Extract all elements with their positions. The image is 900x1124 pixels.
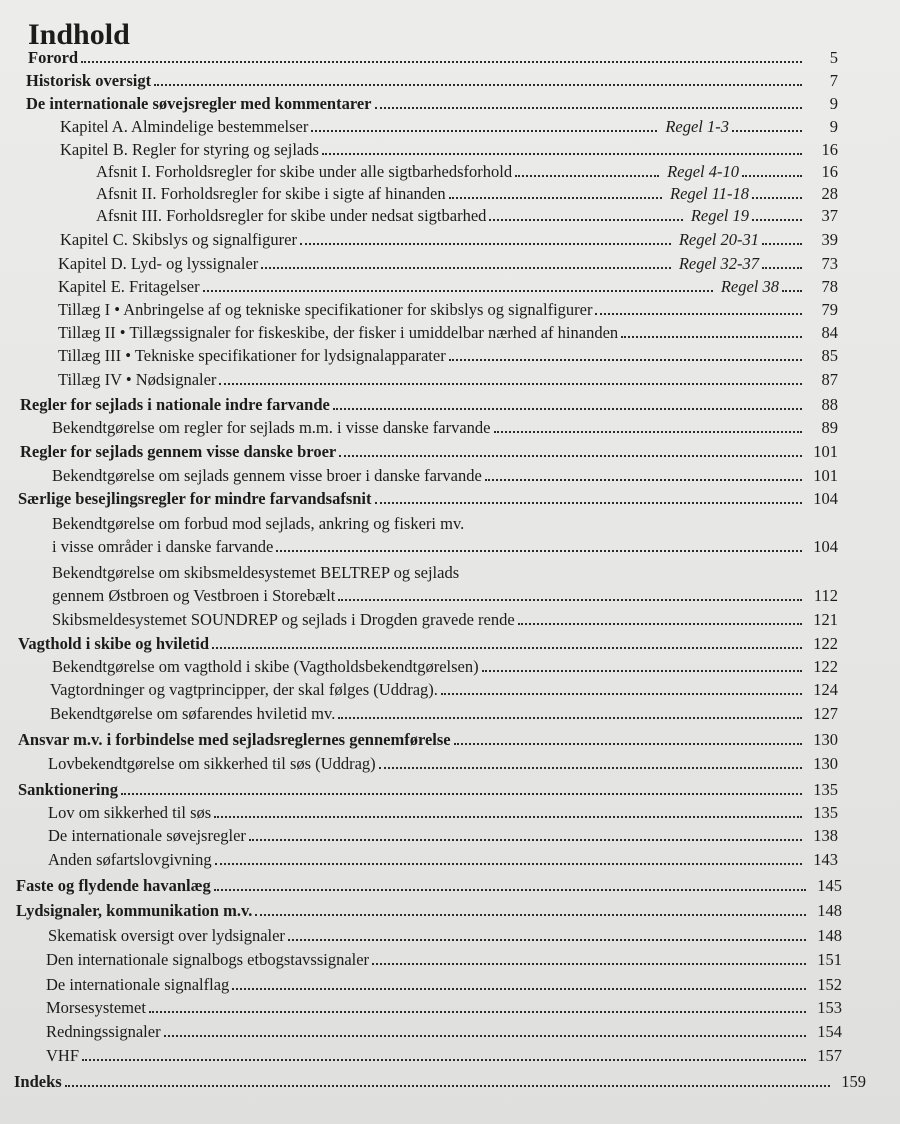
toc-entry-label: Afsnit II. Forholdsregler for skibe i sigte af hinanden (96, 184, 446, 203)
toc-page-number: 154 (817, 1022, 842, 1041)
toc-entry-label: Afsnit III. Forholdsregler for skibe under nedsat sigtbarhed (96, 206, 487, 225)
dot-leader (232, 988, 806, 990)
toc-entry-label: Vagtordninger og vagtprincipper, der skal følges (Uddrag). (50, 680, 438, 699)
toc-page-number: 130 (813, 730, 838, 749)
toc-page-number: 16 (821, 140, 838, 159)
toc-entry-label: De internationale søvejsregler med kommentarer (26, 94, 372, 113)
toc-entry-label: Kapitel A. Almindelige bestemmelser (60, 117, 309, 136)
toc-section-entry (20, 442, 838, 462)
toc-section-entry (28, 48, 838, 68)
toc-entry-label: Tillæg I • Anbringelse af og tekniske specifikationer for skibslys og signalfigurer (58, 300, 593, 319)
dot-leader (149, 1011, 806, 1013)
dot-leader (742, 175, 802, 177)
toc-entry-label: Tillæg III • Tekniske specifikationer for lydsignalapparater (58, 346, 446, 365)
toc-entry-rule: Regel 32-37 (678, 254, 759, 273)
toc-entry-label: Redningssignaler (46, 1022, 161, 1041)
toc-page-number: 159 (841, 1072, 866, 1091)
toc-entry-label: Bekendtgørelse om regler for sejlads m.m. i visse danske farvande (52, 418, 491, 437)
dot-leader (762, 243, 802, 245)
dot-leader (203, 290, 713, 292)
dot-leader (372, 963, 806, 965)
toc-entry-label: gennem Østbroen og Vestbroen i Storebælt (52, 586, 336, 605)
dot-leader (339, 455, 802, 457)
toc-entry-label: Bekendtgørelse om forbud mod sejlads, ankring og fiskeri mv. (52, 514, 465, 533)
toc-section-entry (26, 71, 838, 91)
dot-leader (449, 197, 662, 199)
dot-leader (65, 1085, 830, 1087)
toc-entry-rule: Regel 1-3 (665, 117, 729, 136)
toc-entry-label: Regler for sejlads i nationale indre farvande (20, 395, 330, 414)
toc-page-number: 85 (821, 346, 838, 365)
dot-leader (276, 550, 802, 552)
toc-page-number: 39 (821, 230, 838, 249)
toc-entry-label: Kapitel C. Skibslys og signalfigurer (60, 230, 297, 249)
toc-entry (52, 657, 838, 677)
toc-page-number: 130 (813, 754, 838, 773)
toc-section-entry (18, 634, 838, 654)
toc-page-number: 127 (813, 704, 838, 723)
toc-entry-label: Regler for sejlads gennem visse danske broer (20, 442, 337, 461)
toc-entry (46, 975, 842, 995)
toc-entry-label: Tillæg IV • Nødsignaler (58, 370, 217, 389)
toc-page-number: 135 (813, 803, 838, 822)
dot-leader (752, 197, 802, 199)
toc-entry-label: Bekendtgørelse om skibsmeldesystemet BELTREP og sejlads (52, 563, 460, 582)
toc-page-number: 148 (817, 926, 842, 945)
toc-entry-rule: Regel 11-18 (670, 184, 749, 203)
toc-page-number: 87 (821, 370, 838, 389)
toc-page-number: 104 (813, 489, 838, 508)
toc-page-number: 73 (821, 254, 838, 273)
dot-leader (449, 359, 802, 361)
toc-entry-label: Forord (28, 48, 79, 67)
toc-page-number: 152 (817, 975, 842, 994)
toc-entry-label: Sanktionering (18, 780, 118, 799)
dot-leader (81, 61, 802, 63)
dot-leader (338, 717, 802, 719)
toc-page-number: 16 (821, 162, 838, 181)
dot-leader (219, 383, 802, 385)
toc-entry (60, 117, 838, 137)
toc-page-number: 28 (821, 184, 838, 203)
toc-entry-label: Anden søfartslovgivning (48, 850, 212, 869)
toc-entry (46, 1046, 842, 1066)
toc-entry (48, 926, 842, 946)
toc-page-number: 121 (813, 610, 838, 629)
toc-entry (46, 998, 842, 1018)
toc-entry-label: Bekendtgørelse om sejlads gennem visse broer i danske farvande (52, 466, 482, 485)
toc-entry (60, 140, 838, 160)
toc-section-entry (14, 1072, 866, 1092)
toc-entry-label: Særlige besejlingsregler for mindre farvandsafsnit (18, 489, 372, 508)
dot-leader (215, 863, 802, 865)
toc-entry (58, 277, 838, 297)
toc-entry (52, 610, 838, 630)
dot-leader (762, 267, 802, 269)
dot-leader (621, 336, 802, 338)
dot-leader (379, 767, 802, 769)
toc-entry-label: Bekendtgørelse om vagthold i skibe (Vagtholdsbekendtgørelsen) (52, 657, 479, 676)
toc-entry (96, 206, 838, 226)
dot-leader (518, 623, 802, 625)
dot-leader (441, 693, 802, 695)
toc-page-number: 89 (821, 418, 838, 437)
toc-entry-label: Faste og flydende havanlæg (16, 876, 211, 895)
dot-leader (154, 84, 802, 86)
toc-page-number: 9 (829, 117, 838, 136)
dot-leader (214, 889, 806, 891)
dot-leader (261, 267, 671, 269)
toc-entry-label: Tillæg II • Tillægssignaler for fiskeskibe, der fisker i umiddelbar nærhed af hinanden (58, 323, 619, 342)
toc-entry (52, 466, 838, 486)
dot-leader (752, 219, 802, 221)
toc-entry-label: Kapitel B. Regler for styring og sejlads (60, 140, 319, 159)
toc-entry (46, 950, 842, 970)
toc-entry-label: Historisk oversigt (26, 71, 152, 90)
dot-leader (333, 408, 802, 410)
toc-page-number: 101 (813, 442, 838, 461)
toc-section-entry (16, 876, 842, 896)
dot-leader (595, 313, 802, 315)
toc-section-entry (18, 489, 838, 509)
toc-page-number: 84 (821, 323, 838, 342)
toc-entry-label: Vagthold i skibe og hviletid (18, 634, 210, 653)
dot-leader (121, 793, 802, 795)
toc-page-number: 157 (817, 1046, 842, 1065)
toc-entry-label: Afsnit I. Forholdsregler for skibe under alle sigtbarhedsforhold (96, 162, 513, 181)
toc-entry (58, 300, 838, 320)
toc-entry-rule: Regel 38 (720, 277, 779, 296)
dot-leader (249, 839, 802, 841)
toc-entry-line (52, 514, 464, 534)
dot-leader (375, 502, 802, 504)
dot-leader (732, 130, 802, 132)
toc-page-number: 138 (813, 826, 838, 845)
toc-entry (96, 162, 838, 182)
dot-leader (300, 243, 671, 245)
dot-leader (212, 647, 802, 649)
toc-page-number: 145 (817, 876, 842, 895)
toc-page-number: 5 (829, 48, 838, 67)
dot-leader (214, 816, 802, 818)
toc-entry (52, 418, 838, 438)
dot-leader (164, 1035, 806, 1037)
toc-page-number: 124 (813, 680, 838, 699)
toc-entry (52, 586, 838, 606)
toc-section-entry (18, 730, 838, 750)
toc-entry-label: Bekendtgørelse om søfarendes hviletid mv. (50, 704, 336, 723)
dot-leader (311, 130, 657, 132)
toc-entry (60, 230, 838, 250)
toc-entry-label: Lov om sikkerhed til søs (48, 803, 212, 822)
dot-leader (338, 599, 802, 601)
dot-leader (82, 1059, 806, 1061)
toc-page-number: 151 (817, 950, 842, 969)
dot-leader (322, 153, 802, 155)
toc-entry (58, 254, 838, 274)
toc-entry (52, 537, 838, 557)
dot-leader (375, 107, 802, 109)
toc-entry-line (52, 563, 459, 583)
toc-entry-label: Indeks (14, 1072, 62, 1091)
dot-leader (494, 431, 803, 433)
toc-entry (46, 1022, 842, 1042)
toc-entry-label: De internationale søvejsregler (48, 826, 246, 845)
toc-page-number: 153 (817, 998, 842, 1017)
toc-entry-label: Lovbekendtgørelse om sikkerhed til søs (Uddrag) (48, 754, 376, 773)
toc-entry (48, 850, 838, 870)
toc-entry (58, 370, 838, 390)
toc-entry (48, 754, 838, 774)
dot-leader (482, 670, 802, 672)
toc-page-number: 104 (813, 537, 838, 556)
page-title: Indhold (28, 18, 130, 51)
toc-page-number: 88 (821, 395, 838, 414)
toc-section-entry (26, 94, 838, 114)
toc-entry-label: Morsesystemet (46, 998, 146, 1017)
toc-entry-rule: Regel 19 (690, 206, 749, 225)
dot-leader (782, 290, 802, 292)
toc-entry-rule: Regel 20-31 (678, 230, 759, 249)
toc-entry-label: Ansvar m.v. i forbindelse med sejladsreglernes gennemførelse (18, 730, 451, 749)
toc-page-number: 122 (813, 657, 838, 676)
toc-page-number: 79 (821, 300, 838, 319)
toc-entry (50, 680, 838, 700)
toc-entry (48, 826, 838, 846)
toc-page-number: 112 (813, 586, 838, 605)
toc-entry-label: VHF (46, 1046, 80, 1065)
toc-entry-label: Kapitel D. Lyd- og lyssignaler (58, 254, 259, 273)
toc-entry-label: Kapitel E. Fritagelser (58, 277, 200, 296)
toc-entry (96, 184, 838, 204)
toc-page-number: 143 (813, 850, 838, 869)
toc-page-number: 78 (821, 277, 838, 296)
toc-page-number: 135 (813, 780, 838, 799)
toc-entry-label: i visse områder i danske farvande (52, 537, 274, 556)
toc-entry-rule: Regel 4-10 (667, 162, 739, 181)
dot-leader (489, 219, 682, 221)
toc-entry (48, 803, 838, 823)
toc-entry (50, 704, 838, 724)
toc-section-entry (20, 395, 838, 415)
toc-page-number: 148 (817, 901, 842, 920)
dot-leader (485, 479, 802, 481)
toc-entry (58, 323, 838, 343)
toc-section-entry (18, 780, 838, 800)
toc-entry (58, 346, 838, 366)
dot-leader (454, 743, 802, 745)
toc-entry-label: Skematisk oversigt over lydsignaler (48, 926, 285, 945)
toc-page-number: 9 (829, 94, 838, 113)
toc-entry-label: Den internationale signalbogs etbogstavssignaler (46, 950, 370, 969)
toc-page-number: 101 (813, 466, 838, 485)
toc-section-entry (16, 901, 842, 921)
toc-entry-label: Skibsmeldesystemet SOUNDREP og sejlads i Drogden gravede rende (52, 610, 515, 629)
dot-leader (515, 175, 659, 177)
dot-leader (255, 914, 806, 916)
toc-entry-label: De internationale signalflag (46, 975, 230, 994)
toc-page-number: 122 (813, 634, 838, 653)
toc-page-number: 37 (821, 206, 838, 225)
toc-page-number: 7 (829, 71, 838, 90)
toc-entry-label: Lydsignaler, kommunikation m.v. (16, 901, 253, 920)
dot-leader (288, 939, 806, 941)
